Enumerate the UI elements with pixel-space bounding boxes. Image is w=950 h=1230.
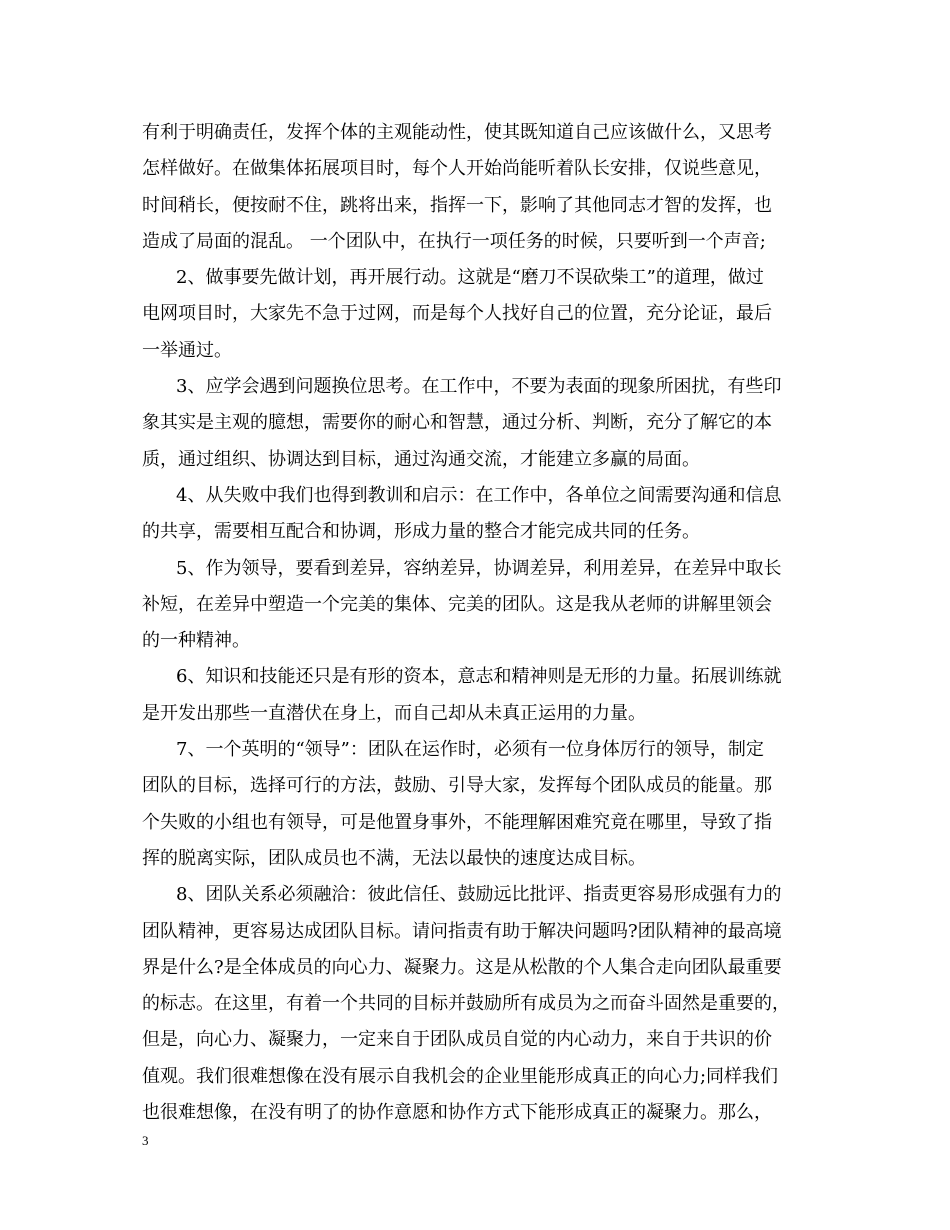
text-line: 界是什么?是全体成员的向心力、凝聚力。这是从松散的个人集合走向团队最重要 xyxy=(142,956,782,978)
text-line: 造成了局面的混乱。 一个团队中，在执行一项任务的时候，只要听到一个声音; xyxy=(142,230,766,252)
text-line: 也很难想像，在没有明了的协作意愿和协作方式下能形成真正的凝聚力。那么， xyxy=(142,1102,772,1124)
text-line: 象其实是主观的臆想，需要你的耐心和智慧，通过分析、判断，充分了解它的本 xyxy=(142,412,772,434)
page-number: 3 xyxy=(142,1133,149,1148)
text-line: 补短，在差异中塑造一个完美的集体、完美的团队。这是我从老师的讲解里领会 xyxy=(142,593,772,615)
text-line: 电网项目时，大家先不急于过网，而是每个人找好自己的位置，充分论证，最后 xyxy=(142,303,772,325)
text-line: 时间稍长，便按耐不住，跳将出来，指挥一下，影响了其他同志才智的发挥，也 xyxy=(142,194,772,216)
text-line: 怎样做好。在做集体拓展项目时，每个人开始尚能听着队长安排，仅说些意见， xyxy=(142,158,772,180)
text-line: 2、做事要先做计划，再开展行动。这就是“磨刀不误砍柴工”的道理，做过 xyxy=(176,267,764,289)
text-line: 8、团队关系必须融洽：彼此信任、鼓励远比批评、指责更容易形成强有力的 xyxy=(176,884,782,906)
text-line: 3、应学会遇到问题换位思考。在工作中，不要为表面的现象所困扰，有些印 xyxy=(176,376,782,398)
text-line: 6、知识和技能还只是有形的资本，意志和精神则是无形的力量。拓展训练就 xyxy=(176,666,782,688)
text-line: 值观。我们很难想像在没有展示自我机会的企业里能形成真正的向心力;同样我们 xyxy=(142,1065,779,1087)
text-line: 的标志。在这里，有着一个共同的目标并鼓励所有成员为之而奋斗固然是重要的， xyxy=(142,993,790,1015)
text-line: 5、作为领导，要看到差异，容纳差异，协调差异，利用差异，在差异中取长 xyxy=(176,557,782,579)
document-body xyxy=(142,115,808,1131)
text-line: 但是，向心力、凝聚力，一定来自于团队成员自觉的内心动力，来自于共识的价 xyxy=(142,1029,772,1051)
text-line: 4、从失败中我们也得到教训和启示：在工作中，各单位之间需要沟通和信息 xyxy=(176,484,782,506)
text-line: 团队精神，更容易达成团队目标。请问指责有助于解决问题吗?团队精神的最高境 xyxy=(142,920,782,942)
text-line: 是开发出那些一直潜伏在身上，而自己却从未真正运用的力量。 xyxy=(142,702,646,724)
text-line: 个失败的小组也有领导，可是他置身事外，不能理解困难究竟在哪里，导致了指 xyxy=(142,811,772,833)
text-line: 的一种精神。 xyxy=(142,630,250,652)
text-line: 团队的目标，选择可行的方法，鼓励、引导大家，发挥每个团队成员的能量。那 xyxy=(142,775,772,797)
text-line: 一举通过。 xyxy=(142,339,232,361)
text-line: 质，通过组织、协调达到目标，通过沟通交流，才能建立多赢的局面。 xyxy=(142,448,700,470)
text-line: 挥的脱离实际，团队成员也不满，无法以最快的速度达成目标。 xyxy=(142,847,646,869)
text-line: 的共享，需要相互配合和协调，形成力量的整合才能完成共同的任务。 xyxy=(142,521,700,543)
text-line: 有利于明确责任，发挥个体的主观能动性，使其既知道自己应该做什么，又思考 xyxy=(142,122,772,143)
text-line: 7、一个英明的“领导”：团队在运作时，必须有一位身体厉行的领导，制定 xyxy=(176,739,764,761)
